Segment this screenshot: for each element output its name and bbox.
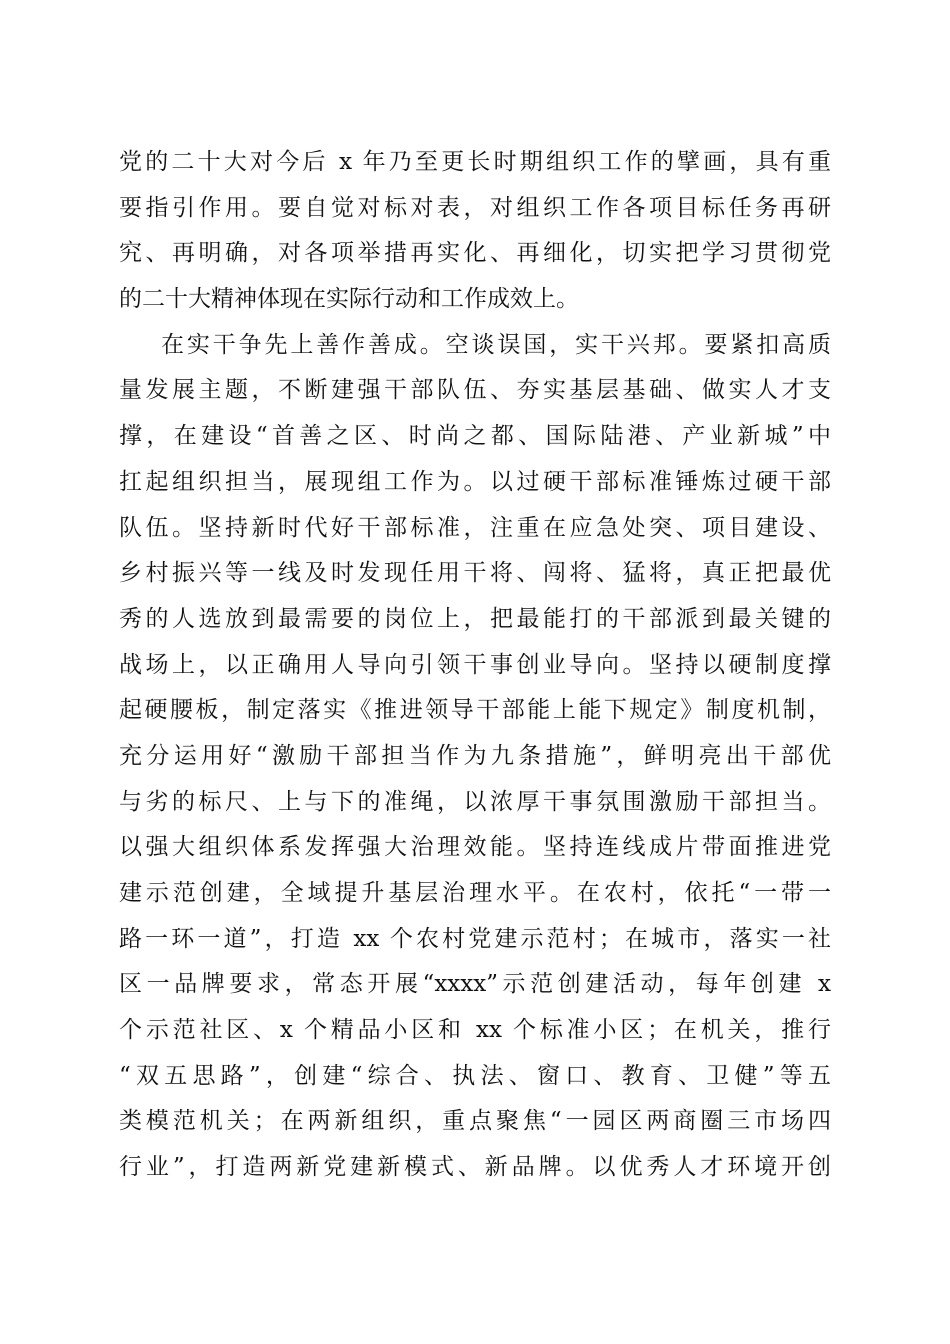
text-line: 充分运用好“激励干部担当作为九条措施”，鲜明亮出干部优 — [119, 742, 831, 769]
text-line: 个示范社区、x 个精品小区和 xx 个标准小区；在机关，推行 — [119, 1017, 831, 1044]
text-line: 乡村振兴等一线及时发现任用干将、闯将、猛将，真正把最优 — [119, 560, 831, 587]
text-line: “双五思路”，创建“综合、执法、窗口、教育、卫健”等五 — [119, 1062, 831, 1089]
text-line: 队伍。坚持新时代好干部标准，注重在应急处突、项目建设、 — [119, 514, 831, 541]
text-line: 与劣的标尺、上与下的准绳，以浓厚干事氛围激励干部担当。 — [119, 788, 831, 815]
text-line: 行业”，打造两新党建新模式、新品牌。以优秀人才环境开创 — [119, 1154, 831, 1181]
text-line: 以强大组织体系发挥强大治理效能。坚持连线成片带面推进党 — [119, 834, 831, 861]
text-line: 在实干争先上善作善成。空谈误国，实干兴邦。要紧扣高质 — [161, 331, 831, 358]
text-line: 区一品牌要求，常态开展“xxxx”示范创建活动，每年创建 x — [119, 971, 831, 998]
text-line: 究、再明确，对各项举措再实化、再细化，切实把学习贯彻党 — [119, 240, 831, 267]
text-line: 路一环一道”，打造 xx 个农村党建示范村；在城市，落实一社 — [119, 925, 831, 952]
text-line: 量发展主题，不断建强干部队伍、夯实基层基础、做实人才支 — [119, 377, 831, 404]
text-line: 战场上，以正确用人导向引领干事创业导向。坚持以硬制度撑 — [119, 651, 831, 678]
text-line: 建示范创建，全域提升基层治理水平。在农村，依托“一带一 — [119, 880, 831, 906]
text-line: 撑，在建设“首善之区、时尚之都、国际陆港、产业新城”中 — [119, 423, 831, 450]
text-line: 类模范机关；在两新组织，重点聚焦“一园区两商圈三市场四 — [119, 1108, 831, 1135]
text-line: 秀的人选放到最需要的岗位上，把最能打的干部派到最关键的 — [119, 605, 831, 632]
text-line: 的二十大精神体现在实际行动和工作成效上。 — [119, 286, 579, 313]
text-line: 扛起组织担当，展现组工作为。以过硬干部标准锤炼过硬干部 — [119, 468, 831, 495]
text-line: 要指引作用。要自觉对标对表，对组织工作各项目标任务再研 — [119, 194, 831, 221]
text-line: 党的二十大对今后 x 年乃至更长时期组织工作的擘画，具有重 — [119, 149, 831, 175]
text-line: 起硬腰板，制定落实《推进领导干部能上能下规定》制度机制， — [119, 697, 831, 724]
body-text — [119, 140, 831, 1191]
